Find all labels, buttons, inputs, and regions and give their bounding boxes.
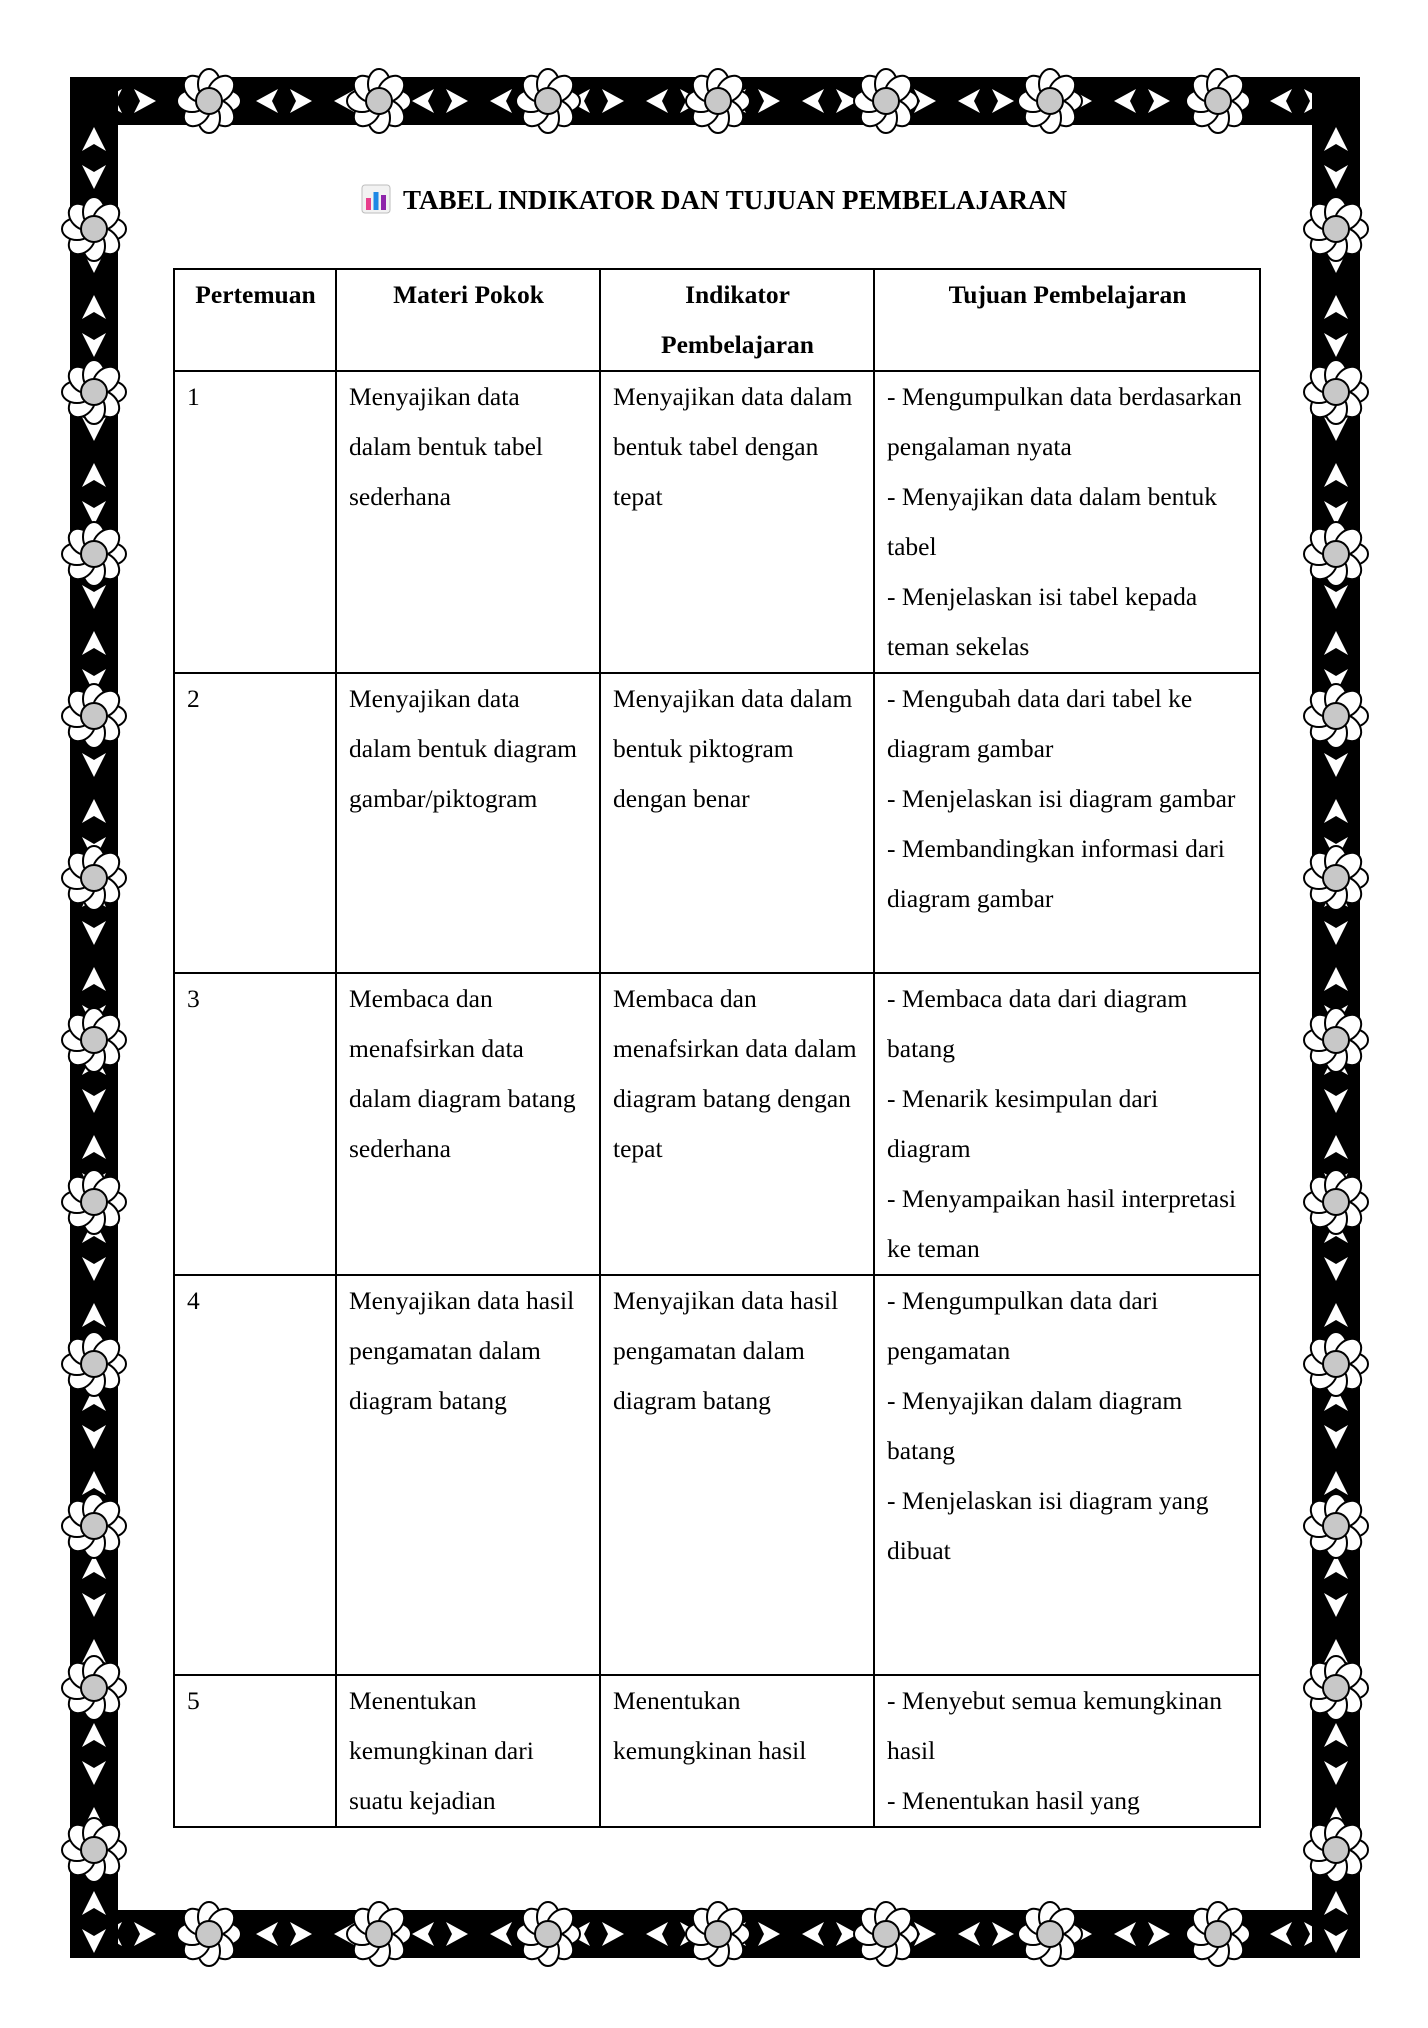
arrow-ornament xyxy=(1324,967,1348,991)
arrow-ornament xyxy=(1324,1257,1348,1281)
arrow-ornament xyxy=(1324,295,1348,319)
arrow-ornament xyxy=(82,1135,106,1159)
arrow-ornament xyxy=(914,1922,936,1946)
goal-item: - Mengumpulkan data dari pengamatan xyxy=(887,1286,1159,1365)
arrow-ornament xyxy=(334,1922,356,1946)
goal-item: - Menentukan hasil yang xyxy=(887,1786,1140,1815)
arrow-ornament xyxy=(1070,89,1092,113)
arrow-ornament xyxy=(82,1555,106,1579)
arrow-ornament xyxy=(446,89,468,113)
arrow-ornament xyxy=(958,89,980,113)
arrow-ornament xyxy=(1324,547,1348,571)
material-cell: Menentukan kemungkinan dari suatu kejadian xyxy=(336,1675,600,1827)
goal-item: - Menyampaikan hasil interpretasi ke teman xyxy=(887,1184,1237,1263)
arrow-ornament xyxy=(724,89,746,113)
indicator-cell: Menyajikan data hasil pengamatan dalam diagram batang xyxy=(600,1275,874,1675)
arrow-ornament xyxy=(724,1922,746,1946)
table-row xyxy=(174,973,1260,1275)
arrow-ornament xyxy=(82,715,106,739)
arrow-ornament xyxy=(82,547,106,571)
arrow-ornament xyxy=(1324,1303,1348,1327)
arrow-ornament xyxy=(1324,417,1348,441)
arrow-ornament xyxy=(334,89,356,113)
arrow-ornament xyxy=(82,1471,106,1495)
arrow-ornament xyxy=(1324,669,1348,693)
arrow-ornament xyxy=(1114,89,1136,113)
arrow-ornament xyxy=(1324,799,1348,823)
arrow-ornament xyxy=(1324,1593,1348,1617)
arrow-ornament xyxy=(1324,1219,1348,1243)
indicator-cell: Menyajikan data dalam bentuk tabel dengan tepat xyxy=(600,371,874,673)
arrow-ornament xyxy=(82,1005,106,1029)
border-top-pattern xyxy=(70,77,1360,125)
arrow-ornament xyxy=(1036,89,1058,113)
goal-item: - Menyajikan data dalam bentuk tabel xyxy=(887,482,1217,561)
arrow-ornament xyxy=(82,1929,106,1953)
arrow-ornament xyxy=(82,631,106,655)
arrow-ornament xyxy=(1036,1922,1058,1946)
arrow-ornament xyxy=(82,837,106,861)
arrow-ornament xyxy=(1324,1555,1348,1579)
indicator-cell: Membaca dan menafsirkan data dalam diagram batang dengan tepat xyxy=(600,973,874,1275)
arrow-ornament xyxy=(646,1922,668,1946)
arrow-ornament xyxy=(1324,1425,1348,1449)
arrow-ornament xyxy=(524,89,546,113)
arrow-ornament xyxy=(368,1922,390,1946)
arrow-ornament xyxy=(1324,1639,1348,1663)
header-indicator: Indikator Pembelajaran xyxy=(600,269,874,371)
arrow-ornament xyxy=(256,89,278,113)
arrow-ornament xyxy=(82,753,106,777)
arrow-ornament xyxy=(368,89,390,113)
arrow-ornament xyxy=(212,1922,234,1946)
goal-item: - Membandingkan informasi dari diagram gambar xyxy=(887,834,1225,913)
arrow-ornament xyxy=(1324,379,1348,403)
goals-cell xyxy=(874,1275,1260,1675)
goal-item: - Menjelaskan isi diagram yang dibuat xyxy=(887,1486,1209,1565)
arrow-ornament xyxy=(802,89,824,113)
arrow-ornament xyxy=(82,1845,106,1869)
arrow-ornament xyxy=(82,1051,106,1075)
arrow-ornament xyxy=(1192,89,1214,113)
meeting-cell: 4 xyxy=(174,1275,336,1675)
arrow-ornament xyxy=(1324,1677,1348,1701)
material-cell: Menyajikan data dalam bentuk diagram gambar/piktogram xyxy=(336,673,600,973)
arrow-ornament xyxy=(1324,1005,1348,1029)
goals-cell xyxy=(874,973,1260,1275)
arrow-ornament xyxy=(82,1807,106,1831)
arrow-ornament xyxy=(1324,1807,1348,1831)
arrow-ornament xyxy=(1324,1387,1348,1411)
arrow-ornament xyxy=(1324,1173,1348,1197)
arrow-ornament xyxy=(680,89,702,113)
arrow-ornament xyxy=(1324,1089,1348,1113)
arrow-ornament xyxy=(82,127,106,151)
table-row xyxy=(174,371,1260,673)
goal-item: - Mengubah data dari tabel ke diagram gambar xyxy=(887,684,1193,763)
arrow-ornament xyxy=(646,89,668,113)
arrow-ornament xyxy=(1324,1135,1348,1159)
table-row xyxy=(174,1275,1260,1675)
arrow-ornament xyxy=(82,921,106,945)
arrow-ornament xyxy=(82,1509,106,1533)
bar-chart-icon xyxy=(361,184,391,214)
arrow-ornament xyxy=(568,1922,590,1946)
goal-item: - Menjelaskan isi diagram gambar xyxy=(887,784,1236,813)
page-title-text: TABEL INDIKATOR DAN TUJUAN PEMBELAJARAN xyxy=(402,185,1068,215)
meeting-cell: 5 xyxy=(174,1675,336,1827)
arrow-ornament xyxy=(82,1639,106,1663)
arrow-ornament xyxy=(82,333,106,357)
arrow-ornament xyxy=(1324,1761,1348,1785)
arrow-ornament xyxy=(1324,1845,1348,1869)
arrow-ornament xyxy=(992,89,1014,113)
arrow-ornament xyxy=(880,89,902,113)
border-bottom-pattern xyxy=(70,1910,1360,1958)
arrow-ornament xyxy=(82,967,106,991)
arrow-ornament xyxy=(1270,1922,1292,1946)
arrow-ornament xyxy=(1324,921,1348,945)
meeting-cell: 1 xyxy=(174,371,336,673)
border-right xyxy=(1312,77,1360,1958)
arrow-ornament xyxy=(82,295,106,319)
arrow-ornament xyxy=(256,1922,278,1946)
goal-item: - Menarik kesimpulan dari diagram xyxy=(887,1084,1159,1163)
arrow-ornament xyxy=(680,1922,702,1946)
goal-item: - Membaca data dari diagram batang xyxy=(887,984,1188,1063)
table-row xyxy=(174,673,1260,973)
material-cell: Menyajikan data hasil pengamatan dalam diagram batang xyxy=(336,1275,600,1675)
arrow-ornament xyxy=(82,1341,106,1365)
arrow-ornament xyxy=(1324,333,1348,357)
arrow-ornament xyxy=(446,1922,468,1946)
arrow-ornament xyxy=(82,379,106,403)
arrow-ornament xyxy=(82,1891,106,1915)
arrow-ornament xyxy=(490,1922,512,1946)
arrow-ornament xyxy=(82,1089,106,1113)
header-goals: Tujuan Pembelajaran xyxy=(874,269,1260,371)
indicator-cell: Menentukan kemungkinan hasil xyxy=(600,1675,874,1827)
border-bottom xyxy=(70,1910,1360,1958)
arrow-ornament xyxy=(758,89,780,113)
border-top xyxy=(70,77,1360,125)
indicator-cell: Menyajikan data dalam bentuk piktogram dengan benar xyxy=(600,673,874,973)
arrow-ornament xyxy=(1324,837,1348,861)
border-left xyxy=(70,77,118,1958)
indicator-table xyxy=(173,268,1261,1828)
arrow-ornament xyxy=(1070,1922,1092,1946)
arrow-ornament xyxy=(1324,1891,1348,1915)
goal-item: - Menjelaskan isi tabel kepada teman sekelas xyxy=(887,582,1198,661)
arrow-ornament xyxy=(836,1922,858,1946)
border-left-pattern xyxy=(70,77,118,1958)
arrow-ornament xyxy=(82,1219,106,1243)
arrow-ornament xyxy=(82,1387,106,1411)
arrow-ornament xyxy=(1324,1929,1348,1953)
arrow-ornament xyxy=(992,1922,1014,1946)
material-cell: Menyajikan data dalam bentuk tabel sederhana xyxy=(336,371,600,673)
arrow-ornament xyxy=(1324,249,1348,273)
table-row xyxy=(174,1675,1260,1827)
goals-cell xyxy=(874,371,1260,673)
arrow-ornament xyxy=(412,89,434,113)
arrow-ornament xyxy=(602,1922,624,1946)
arrow-ornament xyxy=(1192,1922,1214,1946)
goals-cell xyxy=(874,1675,1260,1827)
arrow-ornament xyxy=(412,1922,434,1946)
arrow-ornament xyxy=(82,1173,106,1197)
goal-item: - Mengumpulkan data berdasarkan pengalaman nyata xyxy=(887,382,1242,461)
page-title xyxy=(0,182,1428,218)
arrow-ornament xyxy=(1324,715,1348,739)
goal-item: - Menyebut semua kemungkinan hasil xyxy=(887,1686,1222,1765)
arrow-ornament xyxy=(82,417,106,441)
arrow-ornament xyxy=(82,883,106,907)
header-meeting: Pertemuan xyxy=(174,269,336,371)
arrow-ornament xyxy=(602,89,624,113)
arrow-ornament xyxy=(82,1761,106,1785)
arrow-ornament xyxy=(1324,631,1348,655)
arrow-ornament xyxy=(134,89,156,113)
meeting-cell: 2 xyxy=(174,673,336,973)
table-header-row xyxy=(174,269,1260,371)
arrow-ornament xyxy=(82,1425,106,1449)
arrow-ornament xyxy=(1324,463,1348,487)
arrow-ornament xyxy=(1324,585,1348,609)
arrow-ornament xyxy=(1226,1922,1248,1946)
arrow-ornament xyxy=(290,1922,312,1946)
arrow-ornament xyxy=(1226,89,1248,113)
arrow-ornament xyxy=(568,89,590,113)
arrow-ornament xyxy=(82,249,106,273)
arrow-ornament xyxy=(82,1593,106,1617)
arrow-ornament xyxy=(1324,501,1348,525)
arrow-ornament xyxy=(1324,1723,1348,1747)
arrow-ornament xyxy=(1148,1922,1170,1946)
arrow-ornament xyxy=(524,1922,546,1946)
arrow-ornament xyxy=(178,89,200,113)
arrow-ornament xyxy=(914,89,936,113)
goals-cell xyxy=(874,673,1260,973)
arrow-ornament xyxy=(802,1922,824,1946)
arrow-ornament xyxy=(82,669,106,693)
arrow-ornament xyxy=(958,1922,980,1946)
arrow-ornament xyxy=(490,89,512,113)
arrow-ornament xyxy=(134,1922,156,1946)
arrow-ornament xyxy=(758,1922,780,1946)
arrow-ornament xyxy=(1324,127,1348,151)
arrow-ornament xyxy=(1324,1471,1348,1495)
border-right-pattern xyxy=(1312,77,1360,1958)
meeting-cell: 3 xyxy=(174,973,336,1275)
arrow-ornament xyxy=(1270,89,1292,113)
arrow-ornament xyxy=(82,799,106,823)
arrow-ornament xyxy=(1324,1341,1348,1365)
material-cell: Membaca dan menafsirkan data dalam diagram batang sederhana xyxy=(336,973,600,1275)
arrow-ornament xyxy=(82,1303,106,1327)
header-material: Materi Pokok xyxy=(336,269,600,371)
arrow-ornament xyxy=(1324,1509,1348,1533)
arrow-ornament xyxy=(82,1257,106,1281)
arrow-ornament xyxy=(82,463,106,487)
arrow-ornament xyxy=(178,1922,200,1946)
arrow-ornament xyxy=(290,89,312,113)
arrow-ornament xyxy=(880,1922,902,1946)
arrow-ornament xyxy=(82,585,106,609)
arrow-ornament xyxy=(1148,89,1170,113)
arrow-ornament xyxy=(82,501,106,525)
arrow-ornament xyxy=(1324,883,1348,907)
arrow-ornament xyxy=(836,89,858,113)
arrow-ornament xyxy=(82,1677,106,1701)
arrow-ornament xyxy=(1324,753,1348,777)
arrow-ornament xyxy=(82,1723,106,1747)
arrow-ornament xyxy=(212,89,234,113)
arrow-ornament xyxy=(1114,1922,1136,1946)
arrow-ornament xyxy=(1324,1051,1348,1075)
goal-item: - Menyajikan dalam diagram batang xyxy=(887,1386,1183,1465)
